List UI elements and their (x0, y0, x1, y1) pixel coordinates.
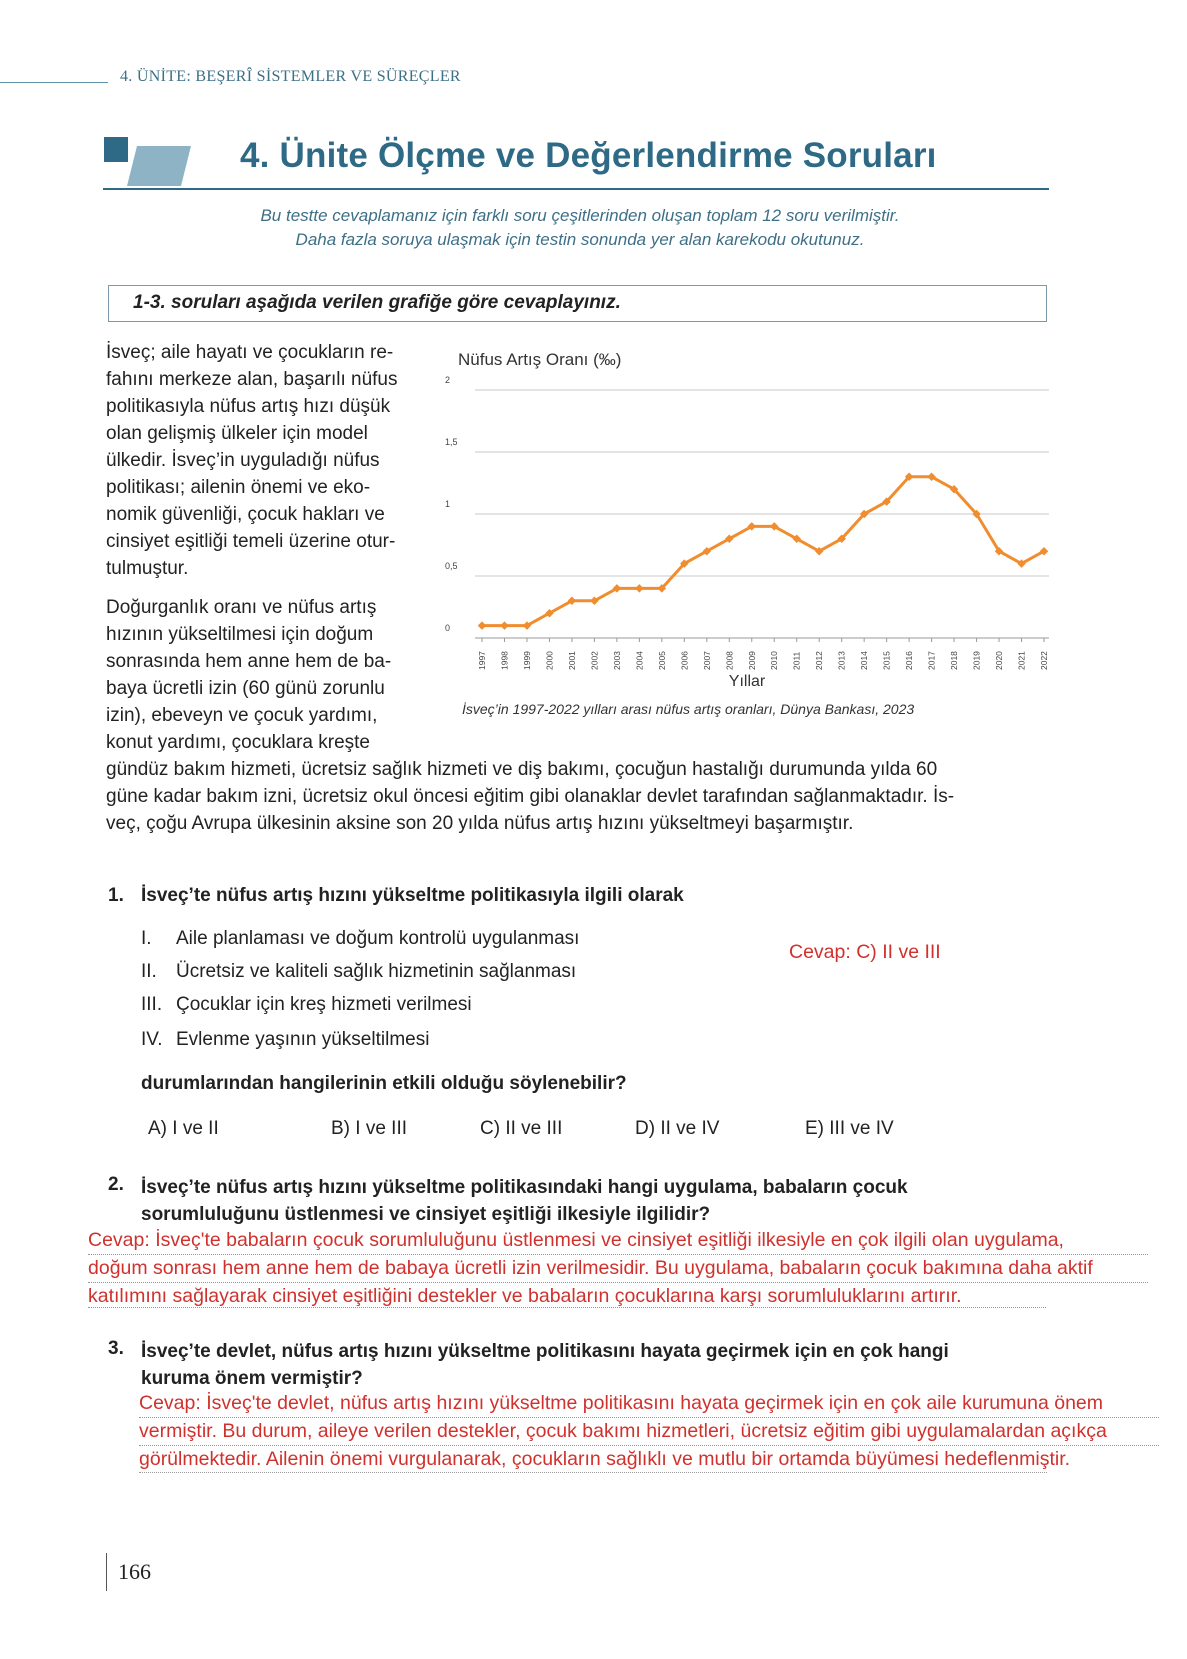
chart-data-point (500, 621, 508, 629)
passage-paragraph-2-cont (106, 756, 1046, 837)
chart-x-tick-label: 2021 (1016, 651, 1027, 670)
passage-line: İsveç; aile hayatı ve çocukların re- (106, 342, 394, 363)
q1-item-text: Evlenme yaşının yükseltilmesi (176, 1029, 430, 1050)
title-decoration-parallelogram (127, 146, 191, 186)
q3-answer-rule (139, 1472, 1047, 1473)
q2-answer-line: Cevap: İsveç'te babaların çocuk sorumluluğunu üstlenmesi ve cinsiyet eşitliği ilkesiyle en çok ilgili olan uygulama, (88, 1227, 1148, 1255)
q2-answer-line: doğum sonrası hem anne hem de babaya ücretli izin verilmesidir. Bu uygulama, babaların çocuk bakımına daha aktif (88, 1255, 1148, 1283)
q2-stem (141, 1174, 908, 1228)
q3-answer (139, 1390, 1159, 1473)
q3-stem (141, 1338, 949, 1392)
chart-x-tick-label: 2020 (994, 651, 1005, 670)
q1-item-roman: IV. (141, 1029, 163, 1050)
chart-x-tick-label: 2007 (701, 651, 712, 670)
passage-line: hızının yükseltilmesi için doğum (106, 624, 374, 645)
q2-answer-rule (88, 1307, 1046, 1308)
passage-line: baya ücretli izin (60 günü zorunlu (106, 678, 385, 699)
population-growth-chart (445, 350, 1055, 720)
passage-line: politikasıyla nüfus artış hızı düşük (106, 396, 391, 417)
q2-line: sorumluluğunu üstlenmesi ve cinsiyet eşitliği ilkesiyle ilgilidir? (141, 1204, 711, 1225)
chart-x-ticks (477, 638, 1049, 670)
q2-answer-line: katılımını sağlayarak cinsiyet eşitliğini destekler ve babaların çocuklarına karşı sorumluluklarını artırır. (88, 1285, 962, 1307)
chart-y-tick-label: 2 (445, 375, 451, 385)
chart-x-tick-label: 2011 (791, 651, 802, 670)
passage-line: izin), ebeveyn ve çocuk yardımı, (106, 705, 378, 726)
chart-x-tick-label: 2008 (724, 651, 735, 670)
passage-line: fahını merkeze alan, başarılı nüfus (106, 369, 398, 390)
q3-answer-line: görülmektedir. Ailenin önemi vurgulanarak, çocukların sağlıklı ve mutlu bir ortamda büyümesi hedeflenmiştir. (139, 1448, 1071, 1470)
q1-option-b[interactable]: B) I ve III (331, 1118, 408, 1139)
page-title: 4. Ünite Ölçme ve Değerlendirme Soruları (240, 136, 937, 175)
chart-x-axis-label: Yıllar (728, 673, 766, 690)
chart-x-tick-label: 2014 (859, 651, 870, 670)
passage-line: tulmuştur. (106, 558, 189, 579)
q1-stem: İsveç’te nüfus artış hızını yükseltme politikasıyla ilgili olarak (141, 885, 684, 906)
header-rule (0, 82, 108, 83)
chart-title: Nüfus Artış Oranı (‰) (458, 350, 622, 369)
title-decoration-square (104, 137, 128, 162)
title-rule (103, 188, 1049, 190)
chart-grid (475, 390, 1049, 638)
passage-line: nomik güvenliği, çocuk hakları ve (106, 504, 385, 525)
q2-number: 2. (108, 1174, 124, 1195)
passage-line: güne kadar bakım izni, ücretsiz okul öncesi eğitim gibi olanaklar devlet tarafından sağlanmaktadır. İs- (106, 786, 955, 807)
chart-x-tick-label: 2009 (746, 651, 757, 670)
q1-item-text: Aile planlaması ve doğum kontrolü uygulanması (176, 928, 580, 949)
chart-x-tick-label: 2004 (634, 651, 645, 670)
q1-question: durumlarından hangilerinin etkili olduğu söylenebilir? (141, 1073, 627, 1094)
chart-x-tick-label: 1997 (477, 651, 487, 670)
chart-x-tick-label: 2018 (949, 651, 960, 670)
q2-answer (88, 1227, 1148, 1310)
chart-data-point (635, 584, 643, 592)
chart-y-tick-label: 0 (445, 623, 451, 633)
q2-line: İsveç’te nüfus artış hızını yükseltme politikasındaki hangi uygulama, babaların çocuk (141, 1177, 908, 1198)
q1-option-c[interactable]: C) II ve III (480, 1118, 563, 1139)
chart-x-tick-label: 2015 (881, 651, 892, 670)
instruction-text: 1-3. soruları aşağıda verilen grafiğe göre cevaplayınız. (133, 292, 621, 313)
chart-x-tick-label: 2001 (566, 651, 577, 670)
q1-option-a[interactable]: A) I ve II (148, 1118, 219, 1139)
chart-x-tick-label: 2016 (904, 651, 915, 670)
q1-item-text: Ücretsiz ve kaliteli sağlık hizmetinin sağlanması (176, 961, 577, 982)
passage-line: ülkedir. İsveç’in uyguladığı nüfus (106, 450, 380, 471)
q1-option-e[interactable]: E) III ve IV (805, 1118, 894, 1139)
chart-x-tick-label: 2022 (1039, 651, 1049, 670)
chart-x-tick-label: 2002 (589, 651, 600, 670)
chart-x-tick-label: 2017 (926, 651, 937, 670)
q1-item-roman: II. (141, 961, 157, 982)
q3-answer-line: Cevap: İsveç'te devlet, nüfus artış hızını yükseltme politikasını hayata geçirmek için en çok aile kurumuna önem (139, 1390, 1159, 1418)
passage-line: gündüz bakım hizmeti, ücretsiz sağlık hizmeti ve diş bakımı, çocuğun hastalığı durumunda yılda 60 (106, 759, 938, 780)
unit-header: 4. ÜNİTE: BEŞERÎ SİSTEMLER VE SÜREÇLER (120, 68, 461, 85)
chart-y-tick-label: 1,5 (445, 437, 458, 447)
passage-paragraph-1 (106, 339, 420, 582)
passage-line: veç, çoğu Avrupa ülkesinin aksine son 20 yılda nüfus artış hızını yükseltmeyi başarmıştır. (106, 813, 854, 834)
chart-x-tick-label: 2013 (836, 651, 847, 670)
q1-item-text: Çocuklar için kreş hizmeti verilmesi (176, 994, 472, 1015)
chart-x-tick-label: 2012 (814, 651, 825, 670)
chart-x-tick-label: 2005 (656, 651, 667, 670)
chart-series-line (482, 477, 1044, 626)
passage-line: olan gelişmiş ülkeler için model (106, 423, 368, 444)
chart-caption: İsveç’in 1997-2022 yılları arası nüfus artış oranları, Dünya Bankası, 2023 (462, 701, 915, 717)
chart-x-tick-label: 1999 (521, 651, 532, 670)
intro-line-2: Daha fazla soruya ulaşmak için testin sonunda yer alan karekodu okutunuz. (295, 230, 865, 249)
chart-x-tick-label: 2000 (544, 651, 555, 670)
chart-x-tick-label: 1998 (499, 651, 510, 670)
q3-line: İsveç’te devlet, nüfus artış hızını yükseltme politikasını hayata geçirmek için en çok hangi (141, 1341, 949, 1362)
q1-answer: Cevap: C) II ve III (789, 941, 941, 963)
page-number-rule (106, 1553, 107, 1591)
passage-paragraph-2 (106, 594, 420, 756)
chart-y-ticks (445, 375, 458, 633)
q1-number: 1. (108, 885, 124, 906)
passage-line: Doğurganlık oranı ve nüfus artış (106, 597, 377, 618)
chart-x-tick-label: 2010 (769, 651, 780, 670)
chart-y-tick-label: 0,5 (445, 561, 458, 571)
passage-line: politikası; ailenin önemi ve eko- (106, 477, 371, 498)
q3-line: kuruma önem vermiştir? (141, 1368, 363, 1389)
chart-series (478, 473, 1048, 630)
chart-data-point (478, 621, 486, 629)
q1-item-roman: I. (141, 928, 152, 949)
passage-line: cinsiyet eşitliği temeli üzerine otur- (106, 531, 396, 552)
chart-x-tick-label: 2019 (971, 651, 982, 670)
page-number: 166 (118, 1559, 151, 1584)
chart-x-tick-label: 2006 (679, 651, 690, 670)
chart-x-tick-label: 2003 (611, 651, 622, 670)
passage-line: sonrasında hem anne hem de ba- (106, 651, 392, 672)
passage-line: konut yardımı, çocuklara kreşte (106, 732, 370, 753)
q1-item-roman: III. (141, 994, 163, 1015)
chart-y-tick-label: 1 (445, 499, 451, 509)
q1-option-d[interactable]: D) II ve IV (635, 1118, 720, 1139)
q3-answer-line: vermiştir. Bu durum, aileye verilen destekler, çocuk bakımı hizmetleri, ücretsiz eğitim gibi uygulamalardan açıkça (139, 1418, 1159, 1446)
q3-number: 3. (108, 1338, 124, 1359)
intro-text (120, 204, 1040, 252)
intro-line-1: Bu testte cevaplamanız için farklı soru çeşitlerinden oluşan toplam 12 soru verilmiştir. (260, 206, 900, 225)
